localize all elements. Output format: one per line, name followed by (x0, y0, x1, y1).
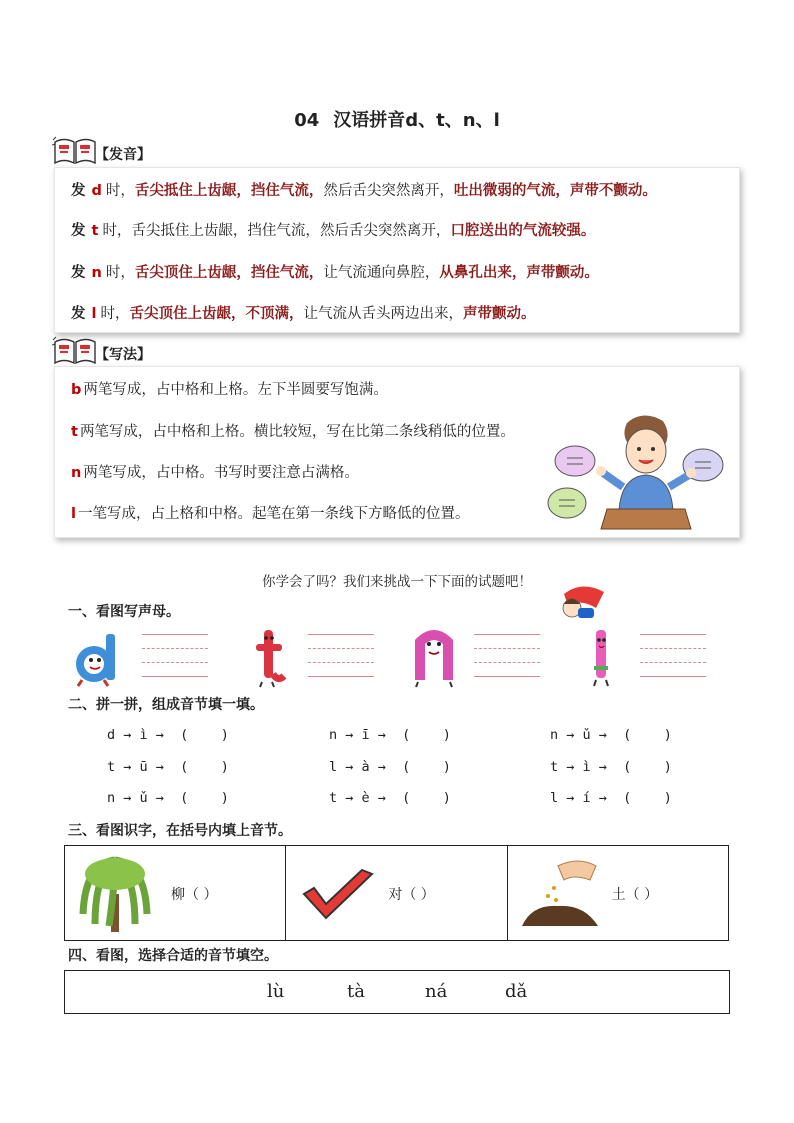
syllable-option[interactable]: dǎ (505, 981, 528, 1002)
picture-word-table (64, 845, 729, 941)
letter-n-picture (412, 628, 456, 688)
lesson-number: 04 (294, 110, 320, 131)
pinyin-exercise[interactable]: n → ǔ → ( ) (107, 790, 229, 806)
question-4-label: 四、看图，选择合适的音节填空。 (68, 948, 278, 964)
checkmark-picture (300, 868, 376, 922)
pronunciation-line-d: 发 d 时，舌尖抵住上齿龈，挡住气流，然后舌尖突然离开，吐出微弱的气流，声带不颤动。 (71, 183, 657, 199)
teacher-illustration (545, 411, 735, 535)
soil-picture (518, 858, 604, 930)
open-book-icon (52, 136, 98, 166)
open-book-icon (52, 336, 98, 366)
pinyin-exercise[interactable]: n → ǔ → ( ) (550, 727, 672, 743)
pinyin-exercise[interactable]: t → ì → ( ) (550, 759, 672, 775)
writing-line-n: n 两笔写成，占中格。书写时要注意占满格。 (71, 465, 359, 481)
pinyin-exercise[interactable]: t → ū → ( ) (107, 759, 229, 775)
pinyin-exercise[interactable]: l → í → ( ) (550, 790, 672, 806)
pronunciation-line-t: 发 t 时，舌尖抵住上齿龈，挡住气流，然后舌尖突然离开，口腔送出的气流较强。 (71, 223, 596, 239)
question-1-label: 一、看图写声母。 (68, 604, 180, 620)
picture-cell-willow (65, 846, 286, 941)
syllable-option[interactable]: ná (425, 981, 448, 1002)
intro-text: 你学会了吗？我们来挑战一下下面的试题吧！ (262, 574, 532, 590)
letter-l-picture (586, 626, 616, 688)
page-title (0, 106, 794, 132)
pronunciation-box (54, 167, 740, 333)
willow-tree-picture (75, 854, 155, 934)
pronunciation-heading: 【发音】 (95, 147, 151, 163)
superhero-icon (556, 584, 608, 624)
writing-line-b: b 两笔写成，占中格和上格。左下半圆要写饱满。 (71, 382, 388, 398)
lesson-title: 汉语拼音d、t、n、l (333, 110, 500, 131)
pinyin-exercise[interactable]: l → à → ( ) (329, 759, 451, 775)
picture-cell-check (286, 846, 507, 941)
pronunciation-line-n: 发 n 时，舌尖顶住上齿龈，挡住气流，让气流通向鼻腔，从鼻孔出来，声带颤动。 (71, 265, 599, 281)
pinyin-exercise[interactable]: d → ì → ( ) (107, 727, 229, 743)
question-3-label: 三、看图识字，在括号内填上音节。 (68, 823, 292, 839)
syllable-option[interactable]: tà (347, 981, 365, 1002)
syllable-option[interactable]: lù (267, 981, 285, 1002)
writing-box (54, 366, 740, 538)
pinyin-exercise[interactable]: t → è → ( ) (329, 790, 451, 806)
writing-line-t: t 两笔写成，占中格和上格。横比较短，写在比第二条线稍低的位置。 (71, 424, 515, 440)
letter-t-picture (252, 626, 288, 688)
writing-line-l: l 一笔写成，占上格和中格。起笔在第一条线下方略低的位置。 (71, 506, 470, 522)
syllable-choices-box (64, 970, 730, 1014)
writing-heading: 【写法】 (95, 347, 151, 363)
check-word[interactable]: 对（ ） (388, 887, 435, 903)
letter-d-picture (74, 630, 126, 688)
question-2-label: 二、拼一拼，组成音节填一填。 (68, 697, 264, 713)
picture-cell-soil (507, 846, 728, 941)
soil-word[interactable]: 土（ ） (611, 887, 659, 903)
willow-word[interactable]: 柳（ ） (171, 887, 218, 903)
pinyin-exercise[interactable]: n → ī → ( ) (329, 727, 451, 743)
pronunciation-line-l: 发 l 时，舌尖顶住上齿龈，不顶满，让气流从舌头两边出来，声带颤动。 (71, 306, 536, 322)
